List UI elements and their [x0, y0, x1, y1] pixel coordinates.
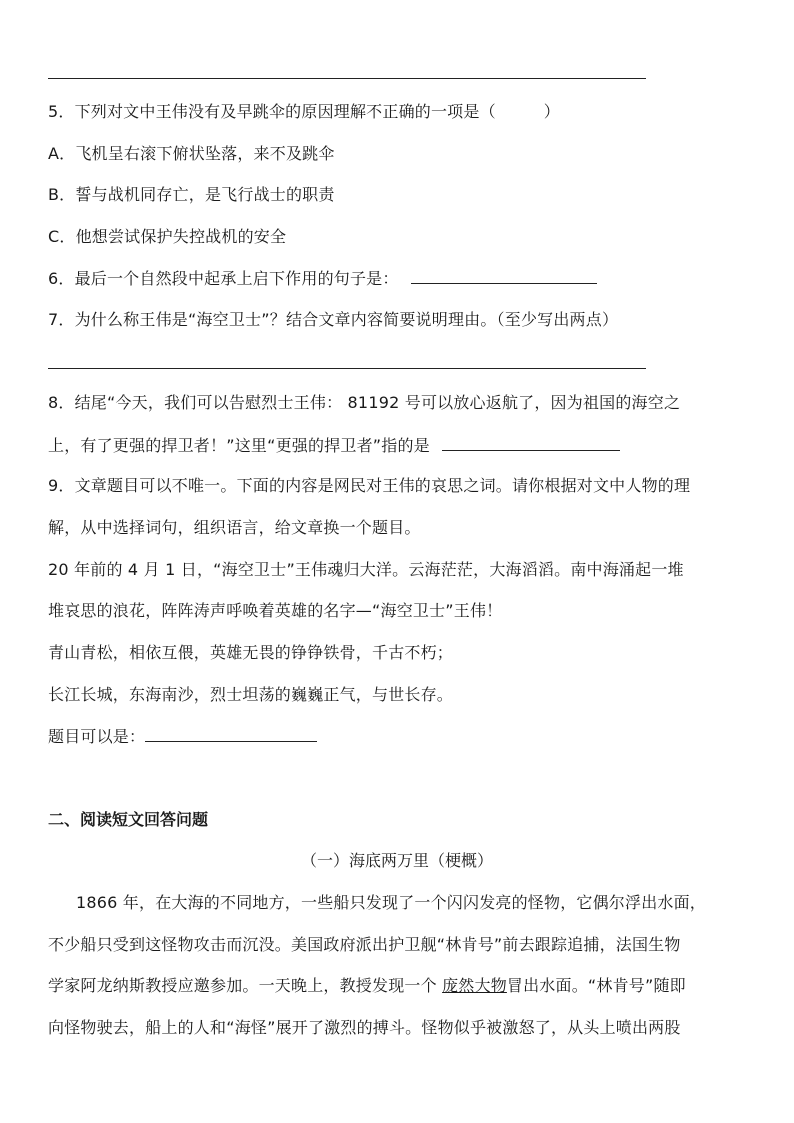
- question-9-line-1: 9．文章题目可以不唯一。下面的内容是网民对王伟的哀思之词。请你根据对文中人物的理: [48, 476, 691, 495]
- answer-line-q7: [48, 368, 646, 369]
- passage-line-2: 不少船只受到这怪物攻击而沉没。美国政府派出护卫舰“林肯号”前去跟踪追捕，法国生物: [48, 935, 681, 954]
- option-a: A．飞机呈右滚下俯状坠落，来不及跳伞: [48, 144, 335, 163]
- answer-blank-q8[interactable]: [442, 434, 620, 451]
- question-8-line-1: 8．结尾“今天，我们可以告慰烈士王伟： 81192 号可以放心返航了，因为祖国的海空之: [48, 393, 681, 412]
- question-9-answer: [48, 725, 748, 748]
- passage-line-3-start: 学家阿龙纳斯教授应邀参加。一天晚上，教授发现一个: [48, 976, 443, 995]
- section-2-title: 二、阅读短文回答问题: [48, 810, 209, 829]
- question-6-text: 6．最后一个自然段中起承上启下作用的句子是：: [48, 269, 399, 288]
- question-5: [48, 101, 748, 123]
- tribute-passage-line-2: 堆哀思的浪花，阵阵涛声呼唤着英雄的名字—“海空卫士”王伟！: [48, 601, 503, 620]
- tribute-verse-1: 青山青松，相依互偎，英雄无畏的铮铮铁骨，千古不朽；: [48, 643, 454, 662]
- passage-line-3: [48, 975, 748, 997]
- question-6: [48, 267, 748, 290]
- answer-line-q4: [48, 78, 646, 79]
- passage-line-3-end: 冒出水面。“林肯号”随即: [506, 976, 686, 995]
- option-b: B．誓与战机同存亡，是飞行战士的职责: [48, 185, 335, 204]
- question-7: 7．为什么称王伟是“海空卫士”？结合文章内容简要说明理由。（至少写出两点）: [48, 310, 619, 329]
- question-8-text: 上，有了更强的捍卫者！”这里“更强的捍卫者”指的是: [48, 436, 430, 455]
- answer-blank-q6[interactable]: [411, 267, 597, 284]
- passage-subtitle: （一）海底两万里（梗概）: [300, 851, 493, 870]
- answer-label-q9: 题目可以是：: [48, 727, 146, 746]
- question-9-line-2: 解，从中选择词句，组织语言，给文章换一个题目。: [48, 518, 421, 537]
- tribute-passage-line-1: 20 年前的 4 月 1 日，“海空卫士”王伟魂归大洋。云海茫茫，大海滔滔。南中海涌起一堆: [48, 560, 684, 579]
- passage-line-4: 向怪物驶去，船上的人和“海怪”展开了激烈的搏斗。怪物似乎被激怒了，从头上喷出两股: [48, 1018, 681, 1037]
- answer-blank-q9[interactable]: [145, 725, 317, 742]
- underlined-phrase: 庞然大物: [442, 976, 507, 995]
- question-8-line-2: [48, 434, 748, 457]
- passage-line-1: 1866 年，在大海的不同地方，一些船只发现了一个闪闪发亮的怪物，它偶尔浮出水面，: [76, 893, 707, 912]
- option-c: C．他想尝试保护失控战机的安全: [48, 227, 287, 246]
- question-5-close: ）: [543, 102, 560, 121]
- question-5-stem: 5．下列对文中王伟没有及早跳伞的原因理解不正确的一项是（: [48, 102, 496, 121]
- tribute-verse-2: 长江长城，东海南沙，烈士坦荡的巍巍正气，与世长存。: [48, 685, 454, 704]
